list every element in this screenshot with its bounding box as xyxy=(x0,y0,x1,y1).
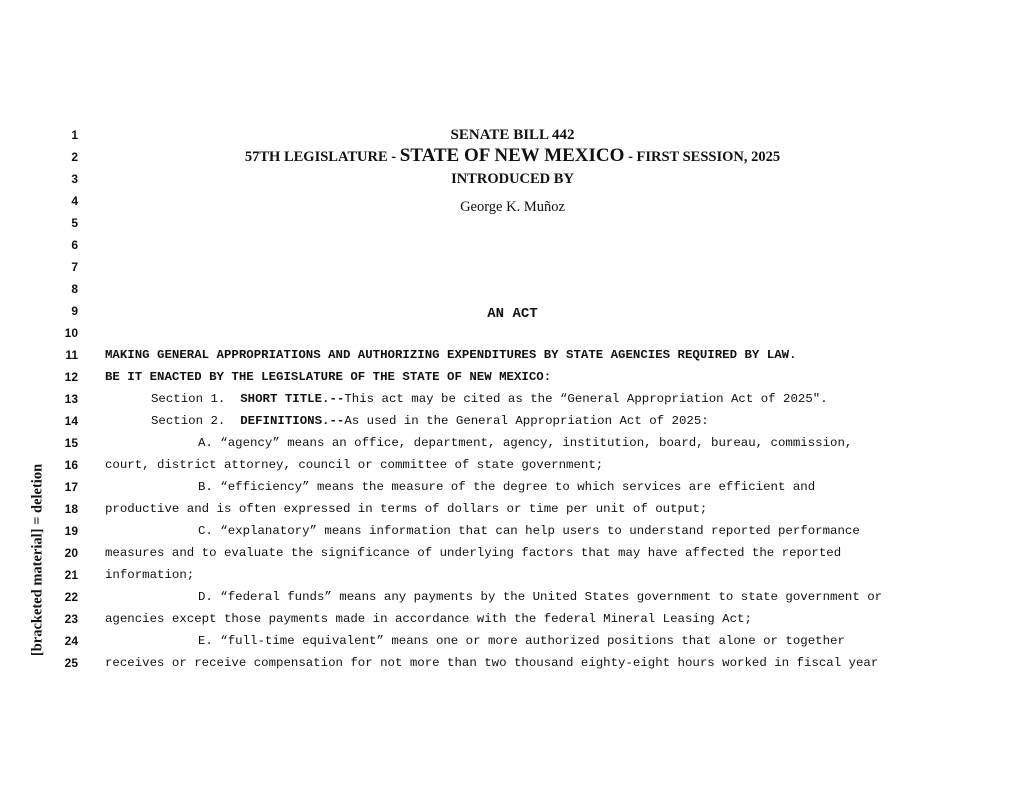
line-number: 2 xyxy=(71,150,78,164)
introduced-by-label: INTRODUCED BY xyxy=(451,171,574,187)
definition-e-line: receives or receive compensation for not more than two thousand eighty-eight hours worked in fiscal year xyxy=(105,656,879,670)
line-number: 4 xyxy=(71,194,78,208)
definition-d-line: D. “federal funds” means any payments by the United States government to state government or xyxy=(198,590,883,604)
section-2-label: Section 2. xyxy=(151,414,226,428)
line-number: 17 xyxy=(64,480,78,494)
bracket-deletion-notice-text: [bracketed material] = deletion xyxy=(29,463,46,657)
line-number: 5 xyxy=(71,216,78,230)
line-number: 3 xyxy=(71,172,78,186)
act-heading: AN ACT xyxy=(487,306,538,322)
line-number: 16 xyxy=(64,458,78,472)
bill-number: SENATE BILL 442 xyxy=(450,127,575,143)
section-1 xyxy=(151,388,828,410)
definition-c-line: C. “explanatory” means information that can help users to understand reported performance xyxy=(198,524,860,538)
legislature-prefix: 57TH LEGISLATURE - xyxy=(244,149,400,165)
section-2-heading: DEFINITIONS.-- xyxy=(240,414,345,428)
legislature-line xyxy=(105,145,920,168)
line-number: 23 xyxy=(64,612,78,626)
section-1-label: Section 1. xyxy=(151,392,226,406)
line-number: 24 xyxy=(64,634,78,648)
section-2 xyxy=(151,410,709,432)
enacting-clause: BE IT ENACTED BY THE LEGISLATURE OF THE STATE OF NEW MEXICO: xyxy=(105,370,552,384)
session-label: - FIRST SESSION, 2025 xyxy=(624,149,781,165)
definition-c-line: measures and to evaluate the significance of underlying factors that may have affected the reported xyxy=(105,546,842,560)
state-name: STATE OF NEW MEXICO xyxy=(399,145,625,166)
definition-a-line: A. “agency” means an office, department, agency, institution, board, bureau, commission, xyxy=(198,436,853,450)
line-number: 21 xyxy=(64,568,78,582)
line-number: 9 xyxy=(71,304,78,318)
section-2-text: As used in the General Appropriation Act of 2025: xyxy=(344,414,709,428)
sponsor-name: George K. Muñoz xyxy=(460,199,565,215)
line-number: 7 xyxy=(71,260,78,274)
line-number: 14 xyxy=(64,414,78,428)
section-1-heading: SHORT TITLE.-- xyxy=(240,392,345,406)
line-number: 1 xyxy=(71,128,78,142)
line-number: 12 xyxy=(64,370,78,384)
section-1-text: This act may be cited as the “General Appropriation Act of 2025". xyxy=(344,392,828,406)
line-number: 25 xyxy=(64,656,78,670)
line-number: 15 xyxy=(64,436,78,450)
definition-d-line: agencies except those payments made in accordance with the federal Mineral Leasing Act; xyxy=(105,612,752,626)
line-number: 19 xyxy=(64,524,78,538)
definition-b-line: productive and is often expressed in terms of dollars or time per unit of output; xyxy=(105,502,708,516)
line-number: 11 xyxy=(65,348,78,362)
purpose-clause: MAKING GENERAL APPROPRIATIONS AND AUTHORIZING EXPENDITURES BY STATE AGENCIES REQUIRED BY LAW. xyxy=(105,348,797,362)
definition-c-line: information; xyxy=(105,568,195,582)
definition-a-line: court, district attorney, council or committee of state government; xyxy=(105,458,604,472)
definition-e-line: E. “full-time equivalent” means one or more authorized positions that alone or together xyxy=(198,634,845,648)
line-number: 13 xyxy=(64,392,78,406)
line-number: 10 xyxy=(64,326,78,340)
line-number-gutter xyxy=(52,124,78,674)
line-number: 6 xyxy=(71,238,78,252)
line-number: 20 xyxy=(64,546,78,560)
line-number: 8 xyxy=(71,282,78,296)
definition-b-line: B. “efficiency” means the measure of the degree to which services are efficient and xyxy=(198,480,816,494)
line-number: 18 xyxy=(64,502,78,516)
line-number: 22 xyxy=(64,590,78,604)
